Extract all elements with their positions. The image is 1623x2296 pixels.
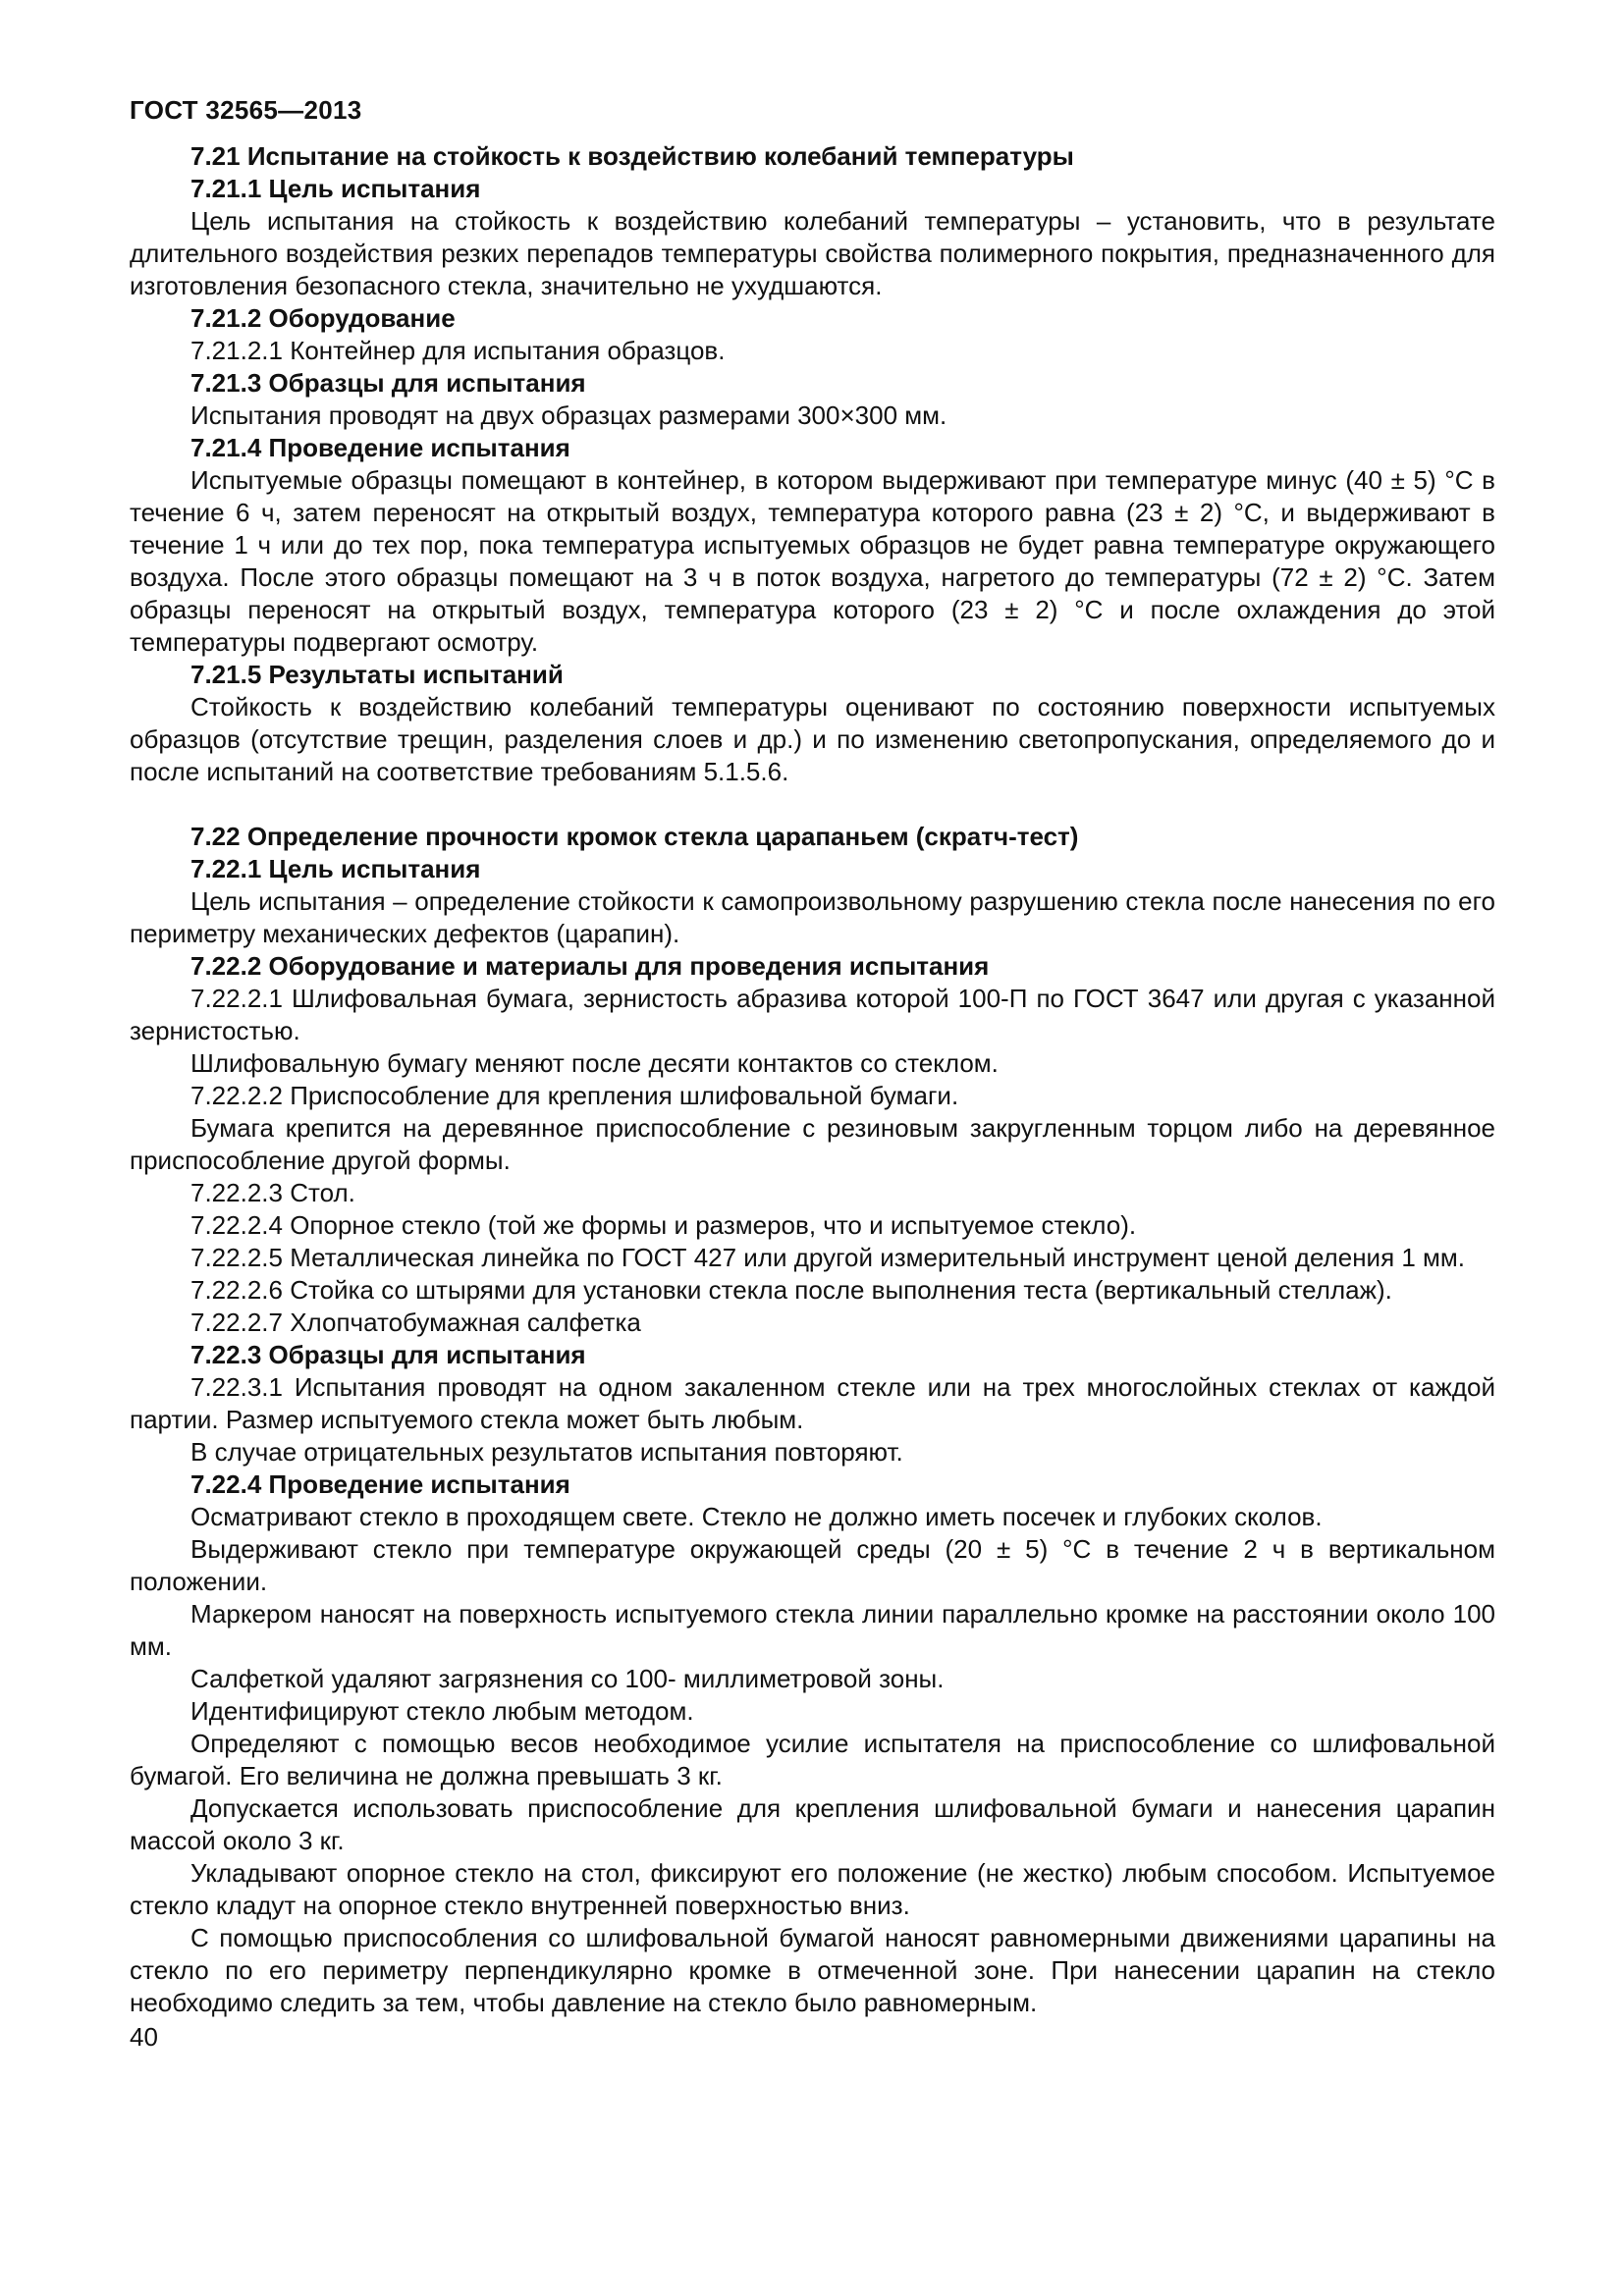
section-heading: 7.22.2 Оборудование и материалы для проведения испытания — [190, 951, 990, 981]
paragraph: Идентифицируют стекло любым методом. — [190, 1696, 694, 1726]
section-heading: 7.21.4 Проведение испытания — [190, 433, 570, 462]
document-header: ГОСТ 32565—2013 — [130, 95, 362, 125]
paragraph: Шлифовальную бумагу меняют после десяти контактов со стеклом. — [190, 1048, 999, 1078]
paragraph: В случае отрицательных результатов испытания повторяют. — [190, 1437, 903, 1467]
section-heading: 7.21.2 Оборудование — [190, 303, 456, 333]
paragraph: Определяют с помощью весов необходимое усилие испытателя на приспособление со шлифовальной бумагой. Его величина не должна превышать 3 кг. — [130, 1729, 1495, 1790]
paragraph: Цель испытания – определение стойкости к самопроизвольному разрушению стекла после нанесения по его периметру механических дефектов (царапин). — [130, 886, 1495, 948]
page-number: 40 — [130, 2022, 158, 2052]
section-heading: 7.22 Определение прочности кромок стекла царапаньем (скратч-тест) — [190, 822, 1079, 851]
paragraph: Цель испытания на стойкость к воздействию колебаний температуры – установить, что в результате длительного воздействия резких перепадов температуры свойства полимерного покрытия, предназначенного для изготовления безопасного стекла, значительно не ухудшаются. — [130, 206, 1495, 300]
section-heading: 7.21 Испытание на стойкость к воздействию колебаний температуры — [190, 141, 1074, 171]
section-heading: 7.22.4 Проведение испытания — [190, 1469, 570, 1499]
paragraph: 7.22.2.4 Опорное стекло (той же формы и размеров, что и испытуемое стекло). — [190, 1210, 1137, 1240]
paragraph: Испытания проводят на двух образцах размерами 300×300 мм. — [190, 400, 947, 430]
paragraph: 7.22.3.1 Испытания проводят на одном закаленном стекле или на трех многослойных стеклах от каждой партии. Размер испытуемого стекла может быть любым. — [130, 1372, 1495, 1434]
paragraph: Выдерживают стекло при температуре окружающей среды (20 ± 5) °С в течение 2 ч в вертикальном положении. — [130, 1534, 1495, 1596]
paragraph: Стойкость к воздействию колебаний температуры оценивают по состоянию поверхности испытуемых образцов (отсутствие трещин, разделения слоев и др.) и по изменению светопропускания, определяемого до и после испытаний на соответствие требованиям 5.1.5.6. — [130, 692, 1495, 786]
paragraph: 7.22.2.3 Стол. — [190, 1178, 355, 1207]
paragraph: Испытуемые образцы помещают в контейнер, в котором выдерживают при температуре минус (40 ± 5) °С в течение 6 ч, затем переносят на открытый воздух, температура которого равна (23 ± 2) °С, и выдерживают в течение 1 ч или до тех пор, пока температура испытуемых образцов не будет равна температуре окружающего воздуха. После этого образцы помещают на 3 ч в поток воздуха, нагретого до температуры (72 ± 2) °С. Затем образцы переносят на открытый воздух, температура которого (23 ± 2) °С и после охлаждения до этой температуры подвергают осмотру. — [130, 465, 1495, 657]
document-content — [130, 140, 1495, 2054]
paragraph: 7.22.2.1 Шлифовальная бумага, зернистость абразива которой 100-П по ГОСТ 3647 или другая с указанной зернистостью. — [130, 984, 1495, 1045]
section-heading: 7.22.3 Образцы для испытания — [190, 1340, 586, 1369]
paragraph: Салфеткой удаляют загрязнения со 100- миллиметровой зоны. — [190, 1664, 945, 1693]
section-heading: 7.21.5 Результаты испытаний — [190, 660, 564, 689]
paragraph: Осматривают стекло в проходящем свете. Стекло не должно иметь посечек и глубоких сколов. — [190, 1502, 1323, 1531]
paragraph: Маркером наносят на поверхность испытуемого стекла линии параллельно кромке на расстоянии около 100 мм. — [130, 1599, 1495, 1661]
section-heading: 7.21.3 Образцы для испытания — [190, 368, 586, 398]
section-gap — [130, 788, 1495, 821]
paragraph: 7.21.2.1 Контейнер для испытания образцов. — [190, 336, 726, 365]
paragraph: Укладывают опорное стекло на стол, фиксируют его положение (не жестко) любым способом. Испытуемое стекло кладут на опорное стекло внутренней поверхностью вниз. — [130, 1858, 1495, 1920]
paragraph: 7.22.2.7 Хлопчатобумажная салфетка — [190, 1308, 641, 1337]
paragraph: С помощью приспособления со шлифовальной бумагой наносят равномерными движениями царапины на стекло по его периметру перпендикулярно кромке в отмеченной зоне. При нанесении царапин на стекло необходимо следить за тем, чтобы давление на стекло было равномерным. — [130, 1923, 1495, 2017]
section-heading: 7.22.1 Цель испытания — [190, 854, 481, 883]
paragraph: 7.22.2.2 Приспособление для крепления шлифовальной бумаги. — [190, 1081, 959, 1110]
paragraph: Допускается использовать приспособление для крепления шлифовальной бумаги и нанесения царапин массой около 3 кг. — [130, 1793, 1495, 1855]
paragraph: 7.22.2.5 Металлическая линейка по ГОСТ 427 или другой измерительный инструмент ценой деления 1 мм. — [190, 1243, 1466, 1272]
section-heading: 7.21.1 Цель испытания — [190, 174, 481, 203]
paragraph: 7.22.2.6 Стойка со штырями для установки стекла после выполнения теста (вертикальный стеллаж). — [190, 1275, 1392, 1305]
paragraph: Бумага крепится на деревянное приспособление с резиновым закругленным торцом либо на деревянное приспособление другой формы. — [130, 1113, 1495, 1175]
